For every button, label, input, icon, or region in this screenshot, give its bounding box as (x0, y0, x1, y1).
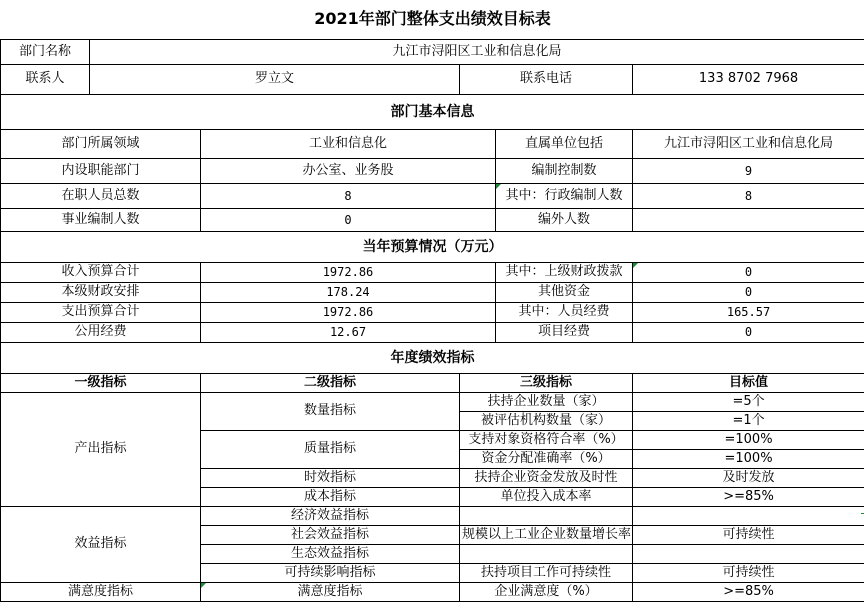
budget-cell: 178.24 (201, 282, 496, 302)
contact-person-value: 罗立文 (90, 64, 460, 94)
level2-indicator: 社会效益指标 (201, 525, 460, 544)
page-title: 2021年部门整体支出绩效目标表 (1, 0, 864, 39)
basic-info-cell: 编外人数 (496, 208, 633, 231)
budget-cell: 0 (633, 322, 864, 342)
basic-info-cell: 工业和信息化 (201, 129, 496, 158)
target-value: >=85% (633, 487, 864, 506)
dept-name-value: 九江市浔阳区工业和信息化局 (90, 39, 864, 64)
target-value: =1个 (633, 411, 864, 430)
basic-info-cell: 8 (633, 183, 864, 208)
budget-cell: 其中：人员经费 (496, 302, 633, 322)
level2-indicator: 成本指标 (201, 487, 460, 506)
budget-cell: 项目经费 (496, 322, 633, 342)
basic-info-cell: 编制控制数 (496, 158, 633, 183)
column-header: 目标值 (633, 373, 864, 392)
budget-cell: 收入预算合计 (1, 262, 201, 282)
level3-indicator: 被评估机构数量（家） (460, 411, 633, 430)
budget-cell: 0 (633, 262, 864, 282)
budget-cell: 165.57 (633, 302, 864, 322)
budget-cell: 12.67 (201, 322, 496, 342)
level2-indicator: 数量指标 (201, 392, 460, 430)
level1-indicator: 产出指标 (1, 392, 201, 506)
basic-info-cell: 内设职能部门 (1, 158, 201, 183)
basic-info-header: 部门基本信息 (1, 94, 864, 129)
target-value: =5个 (633, 392, 864, 411)
target-value: =100% (633, 430, 864, 449)
column-header: 三级指标 (460, 373, 633, 392)
basic-info-cell: 直属单位包括 (496, 129, 633, 158)
budget-cell: 公用经费 (1, 322, 201, 342)
level3-indicator: 扶持企业资金发放及时性 (460, 468, 633, 487)
basic-info-cell: 在职人员总数 (1, 183, 201, 208)
contact-person-label: 联系人 (1, 64, 90, 94)
basic-info-cell: 部门所属领域 (1, 129, 201, 158)
level3-indicator: 资金分配准确率（%） (460, 449, 633, 468)
level2-indicator: 满意度指标 (201, 582, 460, 601)
basic-info-cell: 事业编制人数 (1, 208, 201, 231)
budget-cell: 1972.86 (201, 302, 496, 322)
performance-header: 年度绩效指标 (1, 342, 864, 373)
target-value: 可持续性 (633, 563, 864, 582)
level3-indicator: 扶持企业数量（家） (460, 392, 633, 411)
basic-info-cell: 8 (201, 183, 496, 208)
level3-indicator (460, 544, 633, 563)
basic-info-cell (633, 208, 864, 231)
level3-indicator: 扶持项目工作可持续性 (460, 563, 633, 582)
level2-indicator: 质量指标 (201, 430, 460, 468)
budget-cell: 0 (633, 282, 864, 302)
budget-cell: 本级财政安排 (1, 282, 201, 302)
budget-header: 当年预算情况（万元） (1, 231, 864, 262)
basic-info-cell: 其中：行政编制人数 (496, 183, 633, 208)
level3-indicator: 单位投入成本率 (460, 487, 633, 506)
basic-info-cell: 0 (201, 208, 496, 231)
level1-indicator: 满意度指标 (1, 582, 201, 601)
level3-indicator: 企业满意度（%） (460, 582, 633, 601)
target-value (633, 544, 864, 563)
column-header: 一级指标 (1, 373, 201, 392)
target-value: 及时发放 (633, 468, 864, 487)
level2-indicator: 经济效益指标 (201, 506, 460, 525)
column-header: 二级指标 (201, 373, 460, 392)
level1-indicator: 效益指标 (1, 506, 201, 582)
dept-name-label: 部门名称 (1, 39, 90, 64)
basic-info-cell: 九江市浔阳区工业和信息化局 (633, 129, 864, 158)
level3-indicator: 支持对象资格符合率（%） (460, 430, 633, 449)
target-value: >=85% (633, 582, 864, 601)
budget-cell: 其中：上级财政拨款 (496, 262, 633, 282)
budget-cell: 1972.86 (201, 262, 496, 282)
target-value: 可持续性 (633, 525, 864, 544)
contact-phone-label: 联系电话 (460, 64, 633, 94)
level2-indicator: 生态效益指标 (201, 544, 460, 563)
basic-info-cell: 办公室、业务股 (201, 158, 496, 183)
level2-indicator: 时效指标 (201, 468, 460, 487)
level2-indicator: 可持续影响指标 (201, 563, 460, 582)
contact-phone-value: 133 8702 7968 (633, 64, 864, 94)
level3-indicator: 规模以上工业企业数量增长率 (460, 525, 633, 544)
budget-cell: 支出预算合计 (1, 302, 201, 322)
level3-indicator (460, 506, 633, 525)
target-value (633, 506, 864, 525)
target-value: =100% (633, 449, 864, 468)
budget-cell: 其他资金 (496, 282, 633, 302)
basic-info-cell: 9 (633, 158, 864, 183)
